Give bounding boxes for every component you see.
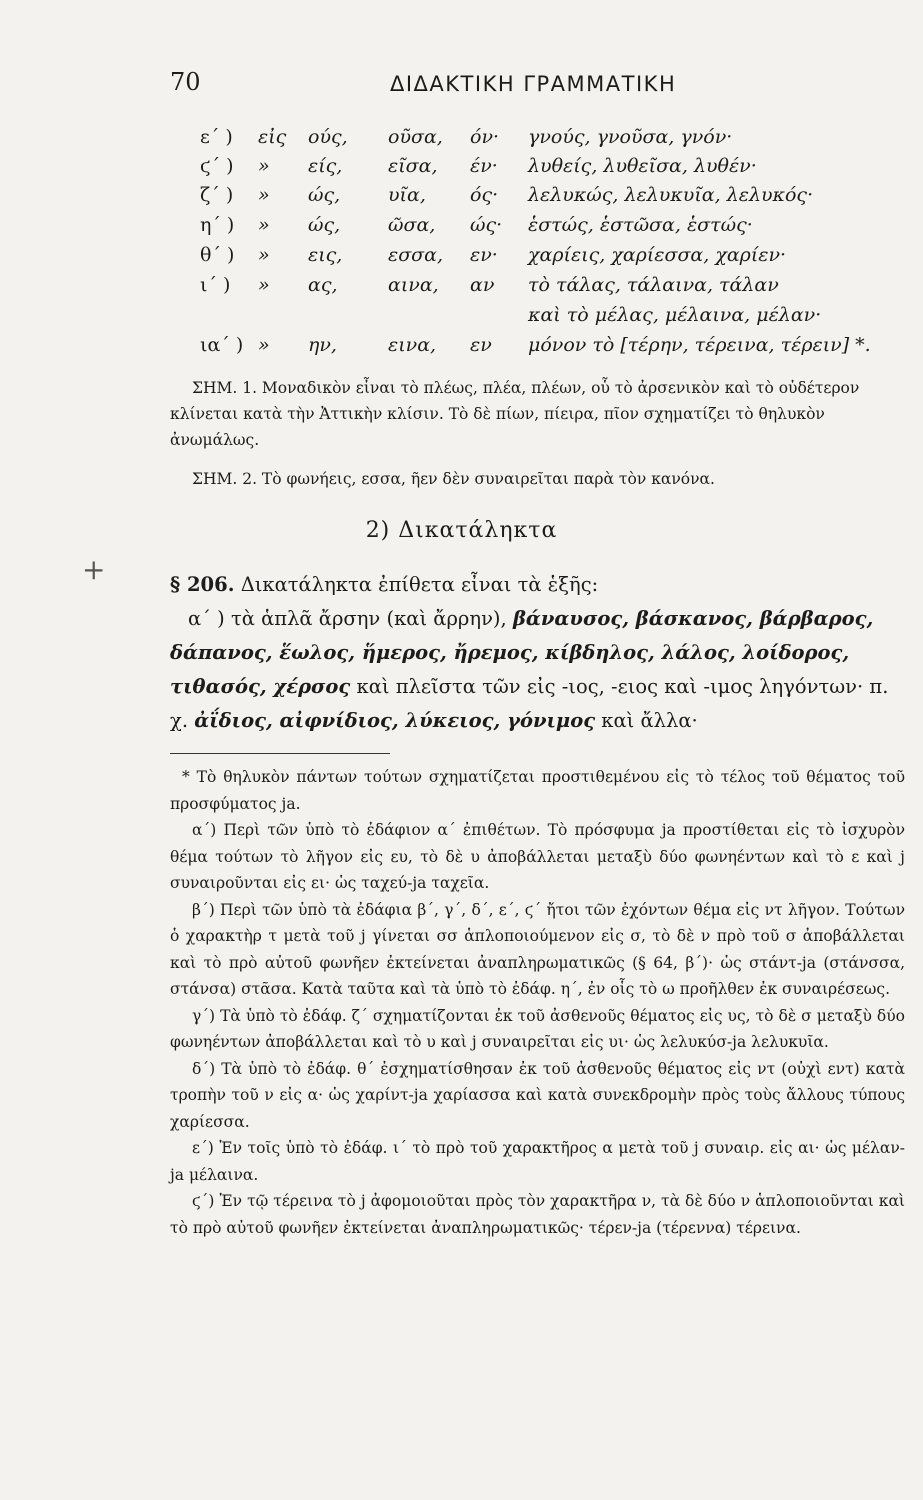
section-heading: 2) Δικατάληκτα: [365, 518, 558, 543]
row-masculine: εις,: [308, 244, 343, 266]
note-text: ΣΗΜ. 1. Μοναδικὸν εἶναι τὸ πλέως, πλέα, πλέων, οὗ τὸ ἀρσενικὸν καὶ τὸ οὐδέτερον κλίνεται κατὰ τὴν Ἀττικὴν κλίσιν. Τὸ δὲ πίων, πίειρα, πῖον σχηματίζει τὸ θηλυκὸν ἀνωμάλως.: [170, 379, 860, 449]
row-feminine: εσσα,: [388, 244, 444, 266]
row-feminine: ῶσα,: [388, 214, 436, 236]
row-number: ι΄ ): [200, 274, 231, 296]
row-neuter: ός·: [470, 184, 499, 206]
row-prefix: »: [258, 274, 270, 296]
footnote: [170, 764, 905, 1241]
row-masculine: είς,: [308, 155, 343, 177]
note-1: [170, 375, 905, 453]
row-masculine: ώς,: [308, 214, 341, 236]
row-number: ε΄ ): [200, 126, 233, 148]
row-masculine: ην,: [308, 334, 337, 356]
row-example: μόνον τὸ [τέρην, τέρεινα, τέρειν] *.: [528, 334, 871, 356]
row-masculine: ας,: [308, 274, 338, 296]
page-number: 70: [170, 68, 201, 96]
row-masculine: ούς,: [308, 126, 348, 148]
footnote-rule: [170, 753, 390, 754]
row-neuter: αν: [470, 274, 495, 296]
row-masculine: ώς,: [308, 184, 341, 206]
note-2: [170, 466, 905, 492]
footnote-paragraph: α΄) Περὶ τῶν ὑπὸ τὸ ἐδάφιον α΄ ἐπιθέτων. Τὸ πρόσφυμα ja προστίθεται εἰς τὸ ἰσχυρὸν θέμα τούτων τὸ λῆγον εἰς ευ, τὸ δὲ υ ἀποβάλλεται μεταξὺ δύο φωνηέντων καὶ τὸ ε καὶ j συναιροῦνται εἰς ει· ὡς ταχεύ-ja ταχεῖα.: [170, 821, 905, 892]
footnote-paragraph: ε΄) Ἐν τοῖς ὑπὸ τὸ ἐδάφ. ι΄ τὸ πρὸ τοῦ χαρακτῆρος α μετὰ τοῦ j συναιρ. εἰς αι· ὡς μέλαν-ja μέλαινα.: [170, 1139, 905, 1184]
row-feminine: αινα,: [388, 274, 439, 296]
row-number: η΄ ): [200, 214, 235, 236]
row-number: ια΄ ): [200, 334, 244, 356]
margin-cross-mark: +: [82, 553, 106, 586]
row-neuter: εν: [470, 334, 492, 356]
row-example-continued: καὶ τὸ μέλας, μέλαινα, μέλαν·: [528, 304, 822, 326]
row-neuter: εν·: [470, 244, 498, 266]
footnote-paragraph: * Τὸ θηλυκὸν πάντων τούτων σχηματίζεται προστιθεμένου εἰς τὸ τέλος τοῦ θέματος τοῦ προσφύματος ja.: [170, 768, 905, 813]
row-example: λυθείς, λυθεῖσα, λυθέν·: [528, 155, 757, 177]
row-number: ϛ΄ ): [200, 155, 234, 177]
footnote-paragraph: β΄) Περὶ τῶν ὑπὸ τὰ ἐδάφια β΄, γ΄, δ΄, ε΄, ϛ΄ ἤτοι τῶν ἐχόντων θέμα εἰς ντ λῆγον. Τούτων ὁ χαρακτὴρ τ μετὰ τοῦ j γίνεται σσ ἁπλοποιούμενον εἰς σ, τὸ δὲ ν πρὸ τοῦ σ ἀποβάλλεται καὶ τὸ πρὸ αὐτοῦ φωνῆεν ἐκτείνεται ἀναπληρωματικῶς (§ 64, β΄)· ὡς στάντ-ja (στάνσσα, στάνσα) στᾶσα. Κατὰ ταῦτα καὶ τὰ ὑπὸ τὸ ἐδάφ. η΄, ἐν οἷς τὸ ω προῆλθεν ἐκ συναιρέσεως.: [170, 900, 905, 998]
footnote-paragraph: γ΄) Τὰ ὑπὸ τὸ ἐδάφ. ζ΄ σχηματίζονται ἐκ τοῦ ἀσθενοῦς θέματος εἰς υς, τὸ δὲ σ μεταξὺ δύο φωνηέντων ἀποβάλλεται καὶ τὸ υ καὶ j συναιρεῖται εἰς υι· ὡς λελυκύσ-ja λελυκυῖα.: [170, 1006, 905, 1051]
row-example: γνούς, γνοῦσα, γνόν·: [528, 126, 733, 148]
row-number: ζ΄ ): [200, 184, 234, 206]
item-examples: ἀΐδιος, αἰφνίδιος, λύκειος, γόνιμος: [194, 709, 596, 732]
item-tail: καὶ πλεῖστα τῶν εἰς -ιος, -ειος καὶ -ιμος ληγόντων· π. χ.: [170, 675, 889, 732]
footnote-paragraph: ϛ΄) Ἐν τῷ τέρεινα τὸ j ἀφομοιοῦται πρὸς τὸν χαρακτῆρα ν, τὰ δὲ δύο ν ἁπλοποιοῦνται καὶ τὸ πρὸ αὐτοῦ φωνῆεν ἐκτείνεται ἀναπληρωματικῶς· τέρεν-ja (τέρεννα) τέρεινα.: [170, 1192, 905, 1237]
item-end: καὶ ἄλλα·: [601, 709, 698, 732]
row-prefix: »: [258, 244, 270, 266]
row-neuter: ώς·: [470, 214, 503, 236]
row-feminine: υῖα,: [388, 184, 426, 206]
row-prefix: εἰς: [258, 126, 287, 148]
item-text: τὰ ἁπλᾶ ἄρσην (καὶ ἄρρην),: [230, 607, 507, 630]
item-label: α΄ ): [188, 607, 225, 630]
item-words: βάναυσος, βάσκανος, βάρβαρος, δάπανος, ἕωλος, ἥμερος, ἤρεμος, κίβδηλος, λάλος, λοίδορος, τιθασός, χέρσος: [170, 607, 874, 698]
row-prefix: »: [258, 155, 270, 177]
row-example: χαρίεις, χαρίεσσα, χαρίεν·: [528, 244, 787, 266]
footnote-paragraph: δ΄) Τὰ ὑπὸ τὸ ἐδάφ. θ΄ ἐσχηματίσθησαν ἐκ τοῦ ἀσθενοῦς θέματος εἰς ντ (οὐχὶ εντ) κατὰ τροπὴν τοῦ ν εἰς α· ὡς χαρίντ-ja χαρίασσα καὶ κατὰ συνεκδρομὴν πρὸς τοὺς ἄλλους τύπους χαρίεσσα.: [170, 1059, 905, 1131]
section-intro: Δικατάληκτα ἐπίθετα εἶναι τὰ ἑξῆς:: [240, 573, 599, 596]
row-feminine: εινα,: [388, 334, 437, 356]
section-number: § 206.: [170, 573, 235, 596]
row-prefix: »: [258, 334, 270, 356]
section-206: [170, 568, 905, 738]
row-prefix: »: [258, 214, 270, 236]
row-feminine: οῦσα,: [388, 126, 443, 148]
row-number: θ΄ ): [200, 244, 235, 266]
row-feminine: εῖσα,: [388, 155, 438, 177]
row-neuter: έν·: [470, 155, 498, 177]
row-example: λελυκώς, λελυκυῖα, λελυκός·: [528, 184, 814, 206]
row-prefix: »: [258, 184, 270, 206]
row-example: ἑστώς, ἑστῶσα, ἑστώς·: [528, 214, 753, 236]
running-title: ΔΙΔΑΚΤΙΚΗ ΓΡΑΜΜΑΤΙΚΗ: [390, 72, 677, 96]
note-text: ΣΗΜ. 2. Τὸ φωνήεις, εσσα, ῆεν δὲν συναιρεῖται παρὰ τὸν κανόνα.: [192, 470, 715, 488]
row-example: τὸ τάλας, τάλαινα, τάλαν: [528, 274, 779, 296]
row-neuter: όν·: [470, 126, 500, 148]
